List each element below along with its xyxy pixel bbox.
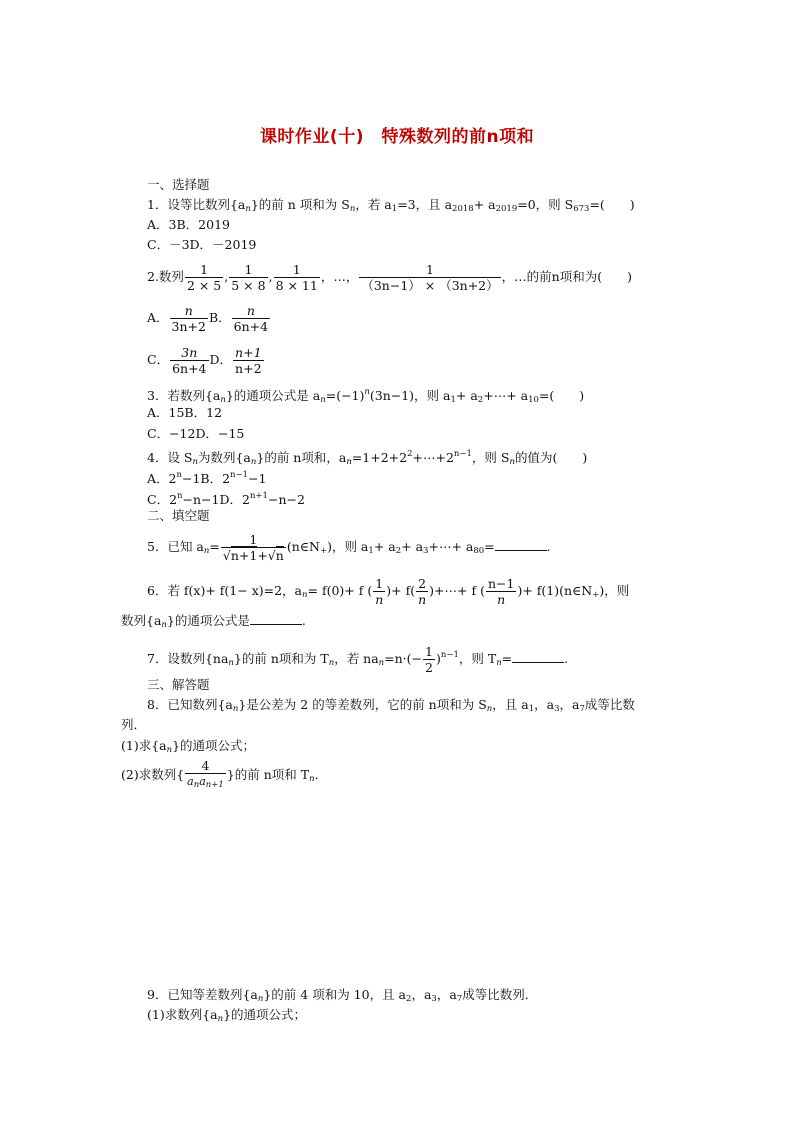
fraction-term-3: $\frac{1}{8 \times 11}$ (275, 262, 318, 293)
question-3: 3．若数列$\{a_n\}$的通项公式是 $a_n=(-1)^n(3n-1)$，则 $a_1+$ $a_2+\cdots+ a_{10}=$( ) (147, 387, 585, 405)
question-8-line-2: 列． (121, 717, 147, 732)
question-5: 5．已知 $a_n=$ $\frac{1}{√n+1+√n}$ $(n\in N_+)$，则 $a_1+ a_2+$ $a_3+\cdots+ a_{80}=$ . (147, 532, 551, 563)
question-9: 9．已知等差数列$\{a_n\}$的前 4 项和为 10，且 $a_2$，$a_3$，$a_7$成等比数列． (147, 987, 538, 1004)
question-8-part-2: (2)求数列{ $\frac{4}{a_na_{n+1}}$ }的前 n项和 $T_n$. (121, 758, 319, 790)
section-heading-fill: 二、填空题 (147, 508, 210, 523)
question-4-options-cd: C．$2^n-n-1D$．$2^{n+1}-n-2$ (147, 491, 305, 507)
question-8-part-1: (1)求$\{a_n\}$的通项公式； (121, 738, 256, 755)
question-7: 7．设数列$\{na_n\}$的前 n项和为 $T_n$，若 $na_n=n\cdot(-$ $\frac{1}{2}$ )$^{n-1}$，则 $T_n=$ . (147, 644, 569, 675)
answer-blank[interactable] (495, 539, 547, 551)
question-3-options-cd: C．−12D．−15 (147, 426, 245, 441)
fraction-term-2: $\frac{1}{5 \times 8}$ (231, 262, 266, 293)
answer-blank[interactable] (512, 651, 564, 663)
section-heading-solve: 三、解答题 (147, 677, 210, 692)
question-3-options-ab: A．15B．12 (147, 405, 223, 420)
page-title: 课时作业(十) 特殊数列的前n项和 (259, 127, 535, 147)
question-8: 8．已知数列$\{a_n\}$是公差为 2 的等差数列，它的前 n项和为 $S_n$，且 $a_1$，$a_3$，$a_7$成等比数 (147, 697, 635, 714)
question-2-options-ab: A． $\frac{n}{3n+2}$ B． $\frac{n}{6n+4}$ (147, 303, 269, 334)
question-4: 4．设 $S_n$为数列$\{a_n\}$的前 n项和，$a_n=1+2+2^2+\cdots+2^{n-1}$，则 $S_n$的值为( ) (147, 449, 588, 467)
question-1-options-ab: A．3B．2019 (147, 217, 230, 232)
question-1: 1．设等比数列$\{a_n\}$的前 n 项和为 $S_n$，若 $a_1=3$，且 $a_{2018}+ a_{2019}=0$，则 $S_{673}=$( ) (147, 197, 635, 214)
answer-blank[interactable] (250, 613, 302, 625)
question-6-line-2: 数列$\{a_n\}$的通项公式是 . (121, 613, 306, 630)
fraction-root: $\frac{1}{√n+1+√n}$ (222, 532, 284, 563)
question-6: 6．若 f(x)+ f(1− x)=2，$a_n= f(0)+ f$ ( $\frac{1}{n}$ )+ f( $\frac{2}{n}$ )+⋯+ f ( $\frac{n-1}{n}$ )+ $f(1)(n\in N_+)$，则 (147, 576, 630, 607)
section-heading-choice: 一、选择题 (147, 177, 210, 192)
fraction-term-1: $\frac{1}{2 \times 5}$ (186, 262, 222, 293)
question-4-options-ab: A．$2^n-1B$．$2^{n-1}-1$ (147, 470, 267, 486)
question-2: 2.数列 $\frac{1}{2 \times 5}$ , $\frac{1}{5 \times 8}$ , $\frac{1}{8 \times 11}$ ，…， $\frac{1}{(3n-1) \times (3n+2)}$ ，…的前n项和为( ) (147, 262, 632, 293)
question-1-options-cd: C．－3D．－2019 (147, 237, 257, 252)
question-9-part-1: (1)求数列$\{a_n\}$的通项公式； (147, 1007, 307, 1024)
fraction-term-n: $\frac{1}{(3n-1) \times (3n+2)}$ (361, 262, 499, 293)
question-2-options-cd: C． $\frac{3n}{6n+4}$ D． $\frac{n+1}{n+2}$ (147, 345, 262, 376)
